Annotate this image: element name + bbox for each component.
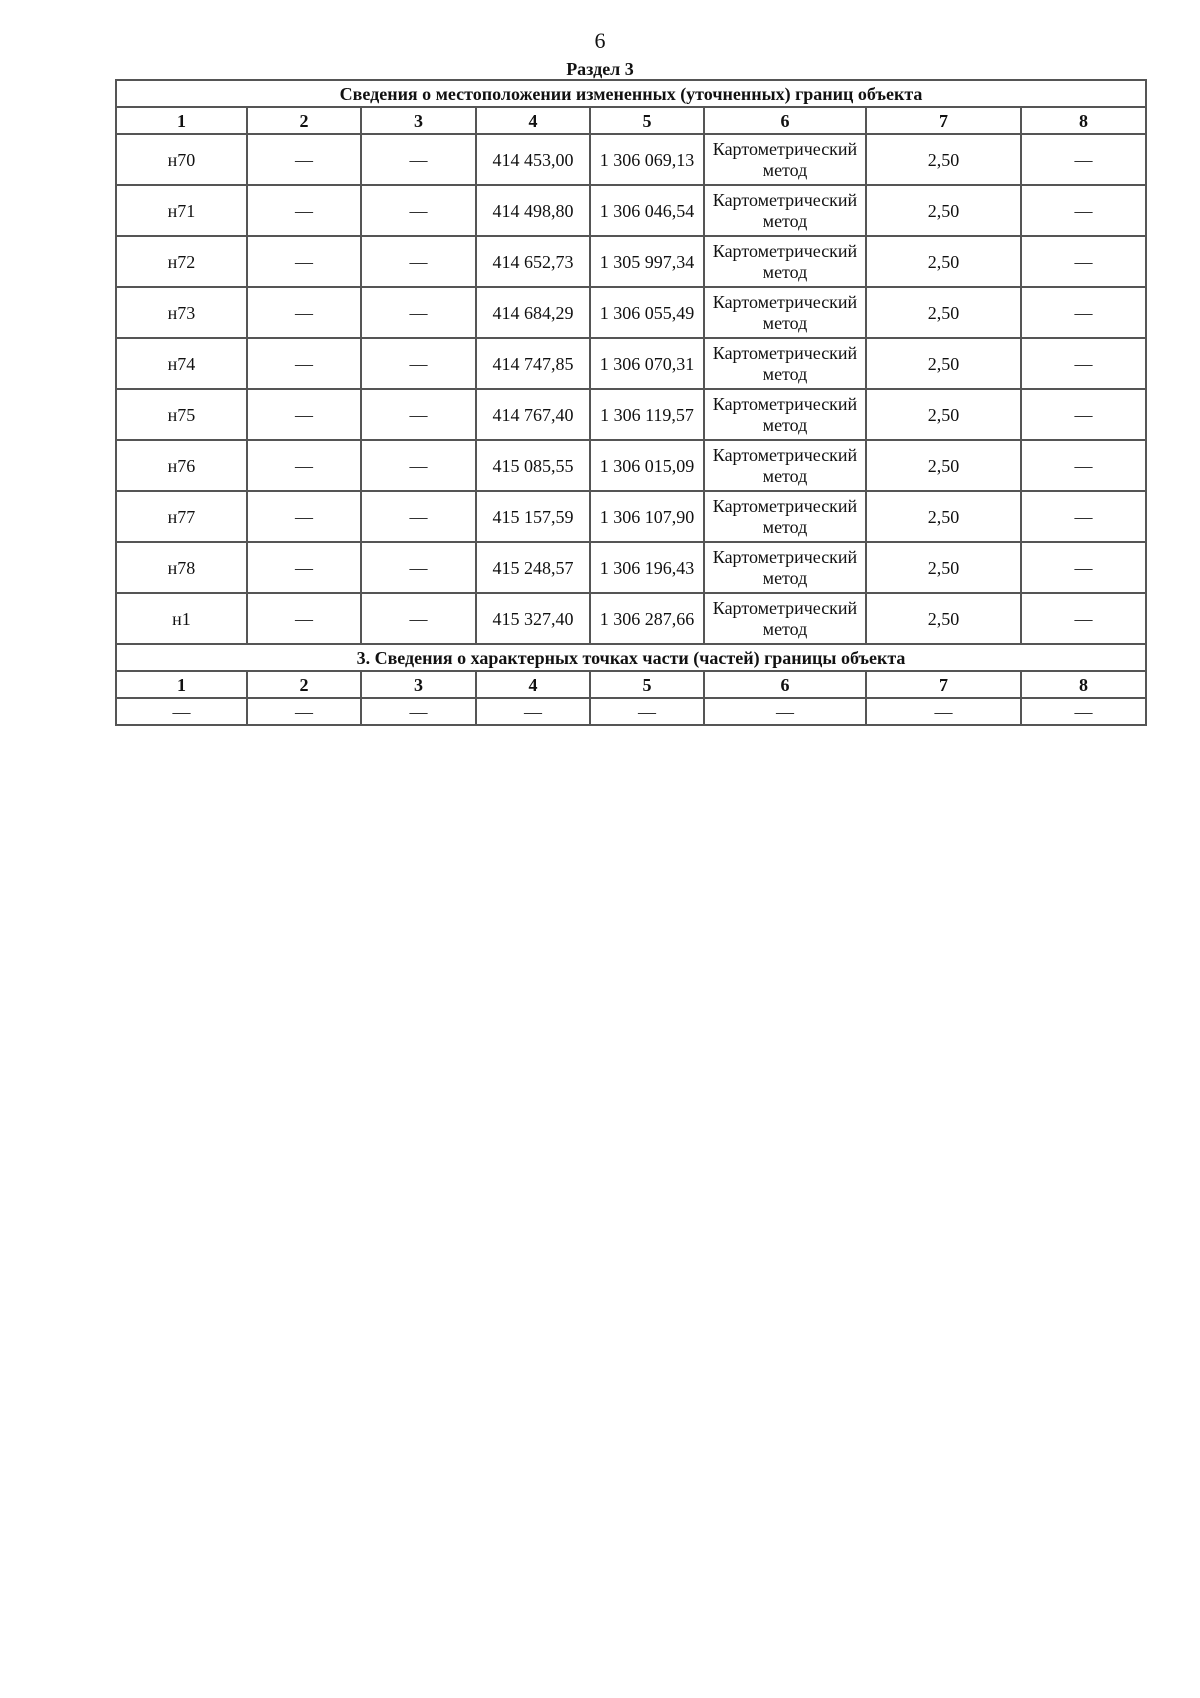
table-row [116,593,1146,644]
point-id-cell: н75 [116,389,247,440]
method-cell: Картометрический метод [704,389,866,440]
cell: — [1021,491,1146,542]
point-id-cell: н72 [116,236,247,287]
cell: — [704,698,866,725]
cell: — [476,698,590,725]
table-row [116,185,1146,236]
cell: — [590,698,704,725]
cell: — [361,185,476,236]
point-id-cell: н71 [116,185,247,236]
cell: — [1021,440,1146,491]
x-coordinate-cell: 415 248,57 [476,542,590,593]
accuracy-cell: 2,50 [866,338,1021,389]
point-id-cell: н1 [116,593,247,644]
boundary-points-table [115,79,1147,726]
y-coordinate-cell: 1 306 069,13 [590,134,704,185]
method-cell: Картометрический метод [704,185,866,236]
column-number: 8 [1021,107,1146,134]
point-id-cell: н76 [116,440,247,491]
y-coordinate-cell: 1 306 046,54 [590,185,704,236]
cell: — [361,338,476,389]
cell: — [866,698,1021,725]
column-number: 8 [1021,671,1146,698]
column-number-row [116,107,1146,134]
subsection-title: 3. Сведения о характерных точках части (частей) границы объекта [116,644,1146,671]
column-number: 3 [361,671,476,698]
column-number: 2 [247,671,361,698]
method-cell: Картометрический метод [704,593,866,644]
y-coordinate-cell: 1 306 070,31 [590,338,704,389]
x-coordinate-cell: 415 085,55 [476,440,590,491]
column-number: 7 [866,671,1021,698]
cell: — [247,593,361,644]
cell: — [1021,698,1146,725]
method-cell: Картометрический метод [704,287,866,338]
cell: — [1021,338,1146,389]
cell: — [361,134,476,185]
point-id-cell: н73 [116,287,247,338]
x-coordinate-cell: 414 453,00 [476,134,590,185]
cell: — [247,440,361,491]
column-number: 4 [476,671,590,698]
method-cell: Картометрический метод [704,542,866,593]
cell: — [247,698,361,725]
point-id-cell: н70 [116,134,247,185]
accuracy-cell: 2,50 [866,593,1021,644]
section-title: Раздел 3 [566,59,634,79]
x-coordinate-cell: 414 498,80 [476,185,590,236]
table-row [116,287,1146,338]
y-coordinate-cell: 1 306 119,57 [590,389,704,440]
method-cell: Картометрический метод [704,440,866,491]
cell: — [116,698,247,725]
cell: — [1021,185,1146,236]
cell: — [247,134,361,185]
cell: — [1021,287,1146,338]
cell: — [247,491,361,542]
cell: — [1021,542,1146,593]
cell: — [1021,389,1146,440]
point-id-cell: н74 [116,338,247,389]
cell: — [361,389,476,440]
cell: — [361,593,476,644]
cell: — [361,440,476,491]
cell: — [361,236,476,287]
point-id-cell: н77 [116,491,247,542]
cell: — [361,287,476,338]
column-number: 4 [476,107,590,134]
method-cell: Картометрический метод [704,236,866,287]
table-row [116,491,1146,542]
y-coordinate-cell: 1 306 196,43 [590,542,704,593]
table-row [116,338,1146,389]
x-coordinate-cell: 414 767,40 [476,389,590,440]
accuracy-cell: 2,50 [866,542,1021,593]
cell: — [361,542,476,593]
cell: — [1021,593,1146,644]
accuracy-cell: 2,50 [866,134,1021,185]
y-coordinate-cell: 1 305 997,34 [590,236,704,287]
column-number: 1 [116,671,247,698]
cell: — [361,491,476,542]
subsection-column-number-row [116,671,1146,698]
column-number: 3 [361,107,476,134]
accuracy-cell: 2,50 [866,185,1021,236]
x-coordinate-cell: 415 327,40 [476,593,590,644]
accuracy-cell: 2,50 [866,236,1021,287]
column-number: 5 [590,671,704,698]
table-row [116,389,1146,440]
cell: — [1021,134,1146,185]
method-cell: Картометрический метод [704,491,866,542]
column-number: 6 [704,671,866,698]
y-coordinate-cell: 1 306 055,49 [590,287,704,338]
table-title: Сведения о местоположении измененных (уточненных) границ объекта [116,80,1146,107]
y-coordinate-cell: 1 306 287,66 [590,593,704,644]
y-coordinate-cell: 1 306 107,90 [590,491,704,542]
column-number: 2 [247,107,361,134]
table-row [116,542,1146,593]
method-cell: Картометрический метод [704,338,866,389]
cell: — [247,185,361,236]
cell: — [1021,236,1146,287]
point-id-cell: н78 [116,542,247,593]
table-row [116,134,1146,185]
column-number: 5 [590,107,704,134]
x-coordinate-cell: 414 684,29 [476,287,590,338]
cell: — [247,542,361,593]
y-coordinate-cell: 1 306 015,09 [590,440,704,491]
accuracy-cell: 2,50 [866,287,1021,338]
cell: — [247,236,361,287]
table-row [116,440,1146,491]
cell: — [247,287,361,338]
column-number: 6 [704,107,866,134]
accuracy-cell: 2,50 [866,389,1021,440]
x-coordinate-cell: 415 157,59 [476,491,590,542]
column-number: 7 [866,107,1021,134]
method-cell: Картометрический метод [704,134,866,185]
cell: — [247,338,361,389]
cell: — [361,698,476,725]
x-coordinate-cell: 414 652,73 [476,236,590,287]
cell: — [247,389,361,440]
table-row [116,236,1146,287]
accuracy-cell: 2,50 [866,491,1021,542]
accuracy-cell: 2,50 [866,440,1021,491]
page-number: 6 [594,28,606,53]
subsection-empty-row [116,698,1146,725]
x-coordinate-cell: 414 747,85 [476,338,590,389]
column-number: 1 [116,107,247,134]
